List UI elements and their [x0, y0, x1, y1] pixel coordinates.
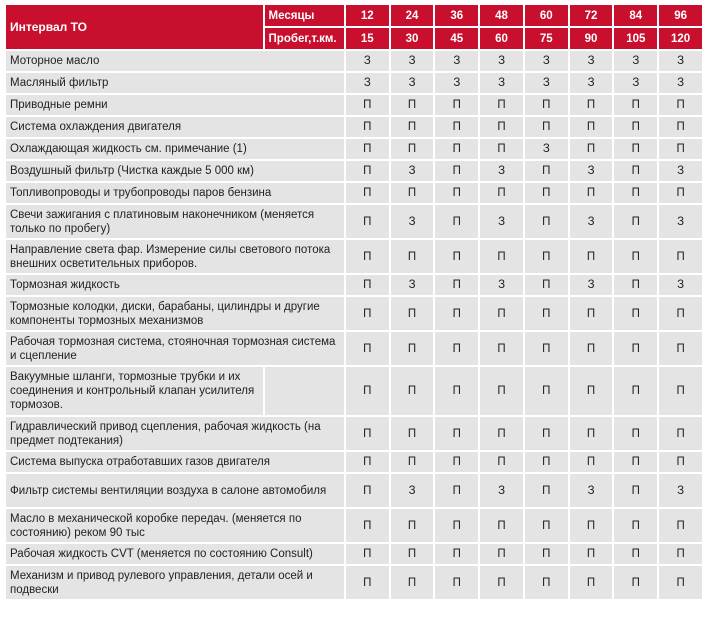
- table-row: [6, 332, 702, 365]
- row-value-cell: З: [570, 205, 613, 238]
- row-value-cell: П: [570, 509, 613, 542]
- row-value-cell: П: [480, 240, 523, 273]
- row-value-cell: З: [480, 161, 523, 181]
- row-value-cell: П: [435, 566, 478, 599]
- row-value-cell: П: [570, 566, 613, 599]
- maintenance-schedule-table: [4, 3, 704, 601]
- row-value-cell: П: [659, 332, 702, 365]
- row-value-cell: П: [659, 139, 702, 159]
- row-value-cell: П: [480, 417, 523, 450]
- row-value-cell: П: [435, 544, 478, 564]
- row-value-cell: П: [614, 332, 657, 365]
- row-value-cell: З: [525, 73, 568, 93]
- row-value-cell: П: [614, 161, 657, 181]
- row-value-cell: П: [614, 183, 657, 203]
- row-value-cell: П: [391, 139, 434, 159]
- row-label-spacer: [265, 367, 344, 415]
- row-value-cell: З: [391, 73, 434, 93]
- row-value-cell: П: [525, 297, 568, 330]
- row-value-cell: З: [659, 205, 702, 238]
- row-label: Воздушный фильтр (Чистка каждые 5 000 км): [6, 161, 344, 181]
- row-value-cell: П: [659, 566, 702, 599]
- row-value-cell: П: [659, 544, 702, 564]
- row-value-cell: П: [435, 117, 478, 137]
- row-value-cell: П: [614, 139, 657, 159]
- row-label: Система выпуска отработавших газов двигателя: [6, 452, 344, 472]
- row-label: Гидравлический привод сцепления, рабочая жидкость (на предмет подтекания): [6, 417, 344, 450]
- row-value-cell: П: [614, 452, 657, 472]
- row-value-cell: П: [346, 566, 389, 599]
- row-value-cell: З: [659, 474, 702, 507]
- row-label: Рабочая тормозная система, стояночная тормозная система и сцепление: [6, 332, 344, 365]
- header-mileage: 75: [525, 28, 568, 49]
- row-value-cell: З: [525, 139, 568, 159]
- row-value-cell: П: [391, 183, 434, 203]
- header-mileage: 120: [659, 28, 702, 49]
- row-value-cell: П: [391, 95, 434, 115]
- row-value-cell: П: [435, 452, 478, 472]
- header-month: 12: [346, 5, 389, 26]
- row-value-cell: З: [391, 51, 434, 71]
- row-label: Вакуумные шланги, тормозные трубки и их соединения и контрольный клапан усилителя тормозов.: [6, 367, 263, 415]
- row-value-cell: П: [480, 297, 523, 330]
- row-value-cell: П: [614, 509, 657, 542]
- row-value-cell: П: [346, 95, 389, 115]
- row-value-cell: П: [525, 183, 568, 203]
- header-row-months: [6, 5, 702, 26]
- row-value-cell: П: [435, 474, 478, 507]
- header-month: 96: [659, 5, 702, 26]
- table-row: [6, 161, 702, 181]
- row-value-cell: П: [659, 117, 702, 137]
- row-value-cell: П: [391, 240, 434, 273]
- row-value-cell: П: [525, 544, 568, 564]
- row-value-cell: П: [570, 367, 613, 415]
- row-value-cell: П: [570, 452, 613, 472]
- row-value-cell: П: [435, 183, 478, 203]
- table-row: [6, 474, 702, 507]
- row-value-cell: П: [346, 544, 389, 564]
- row-value-cell: П: [570, 95, 613, 115]
- row-value-cell: З: [391, 161, 434, 181]
- row-value-cell: П: [570, 183, 613, 203]
- row-label: Направление света фар. Измерение силы светового потока внешних осветительных приборов.: [6, 240, 344, 273]
- table-row: [6, 452, 702, 472]
- row-value-cell: З: [570, 474, 613, 507]
- row-value-cell: П: [391, 566, 434, 599]
- row-value-cell: П: [346, 367, 389, 415]
- row-value-cell: П: [346, 275, 389, 295]
- row-value-cell: П: [480, 95, 523, 115]
- row-value-cell: З: [659, 161, 702, 181]
- row-label: Топливопроводы и трубопроводы паров бензина: [6, 183, 344, 203]
- row-value-cell: П: [525, 452, 568, 472]
- row-value-cell: П: [480, 139, 523, 159]
- row-value-cell: П: [614, 474, 657, 507]
- row-value-cell: П: [659, 367, 702, 415]
- header-title: Интервал ТО: [6, 5, 263, 49]
- row-label: Фильтр системы вентиляции воздуха в салоне автомобиля: [6, 474, 344, 507]
- row-value-cell: П: [525, 566, 568, 599]
- row-value-cell: П: [525, 474, 568, 507]
- row-value-cell: П: [614, 240, 657, 273]
- row-value-cell: З: [480, 275, 523, 295]
- row-value-cell: З: [614, 51, 657, 71]
- row-value-cell: З: [391, 474, 434, 507]
- row-label: Тормозная жидкость: [6, 275, 344, 295]
- row-value-cell: П: [525, 367, 568, 415]
- row-value-cell: П: [391, 367, 434, 415]
- table-row: [6, 73, 702, 93]
- header-months-label: Месяцы: [265, 5, 344, 26]
- table-row: [6, 139, 702, 159]
- row-value-cell: П: [480, 452, 523, 472]
- row-value-cell: П: [346, 205, 389, 238]
- row-value-cell: П: [435, 417, 478, 450]
- header-month: 24: [391, 5, 434, 26]
- row-value-cell: П: [435, 205, 478, 238]
- header-mileage: 60: [480, 28, 523, 49]
- table-row: [6, 117, 702, 137]
- table-row: [6, 509, 702, 542]
- row-value-cell: П: [525, 332, 568, 365]
- row-value-cell: П: [346, 161, 389, 181]
- row-value-cell: П: [346, 452, 389, 472]
- row-value-cell: П: [346, 240, 389, 273]
- row-label: Свечи зажигания с платиновым наконечником (меняется только по пробегу): [6, 205, 344, 238]
- row-value-cell: П: [346, 417, 389, 450]
- row-value-cell: З: [346, 73, 389, 93]
- row-label: Рабочая жидкость CVT (меняется по состоянию Consult): [6, 544, 344, 564]
- header-mileage: 90: [570, 28, 613, 49]
- row-value-cell: П: [525, 275, 568, 295]
- table-row: [6, 417, 702, 450]
- row-value-cell: П: [435, 367, 478, 415]
- row-value-cell: П: [480, 367, 523, 415]
- row-value-cell: П: [570, 117, 613, 137]
- row-value-cell: П: [435, 95, 478, 115]
- row-value-cell: П: [570, 297, 613, 330]
- row-value-cell: П: [346, 183, 389, 203]
- table-row: [6, 240, 702, 273]
- row-value-cell: З: [480, 205, 523, 238]
- row-value-cell: П: [346, 474, 389, 507]
- table-row: [6, 205, 702, 238]
- row-value-cell: П: [570, 417, 613, 450]
- row-value-cell: П: [346, 139, 389, 159]
- row-value-cell: З: [570, 73, 613, 93]
- row-value-cell: П: [614, 566, 657, 599]
- row-value-cell: П: [659, 509, 702, 542]
- header-month: 36: [435, 5, 478, 26]
- table-row: [6, 566, 702, 599]
- row-value-cell: П: [480, 509, 523, 542]
- row-value-cell: П: [570, 240, 613, 273]
- table-row: [6, 544, 702, 564]
- row-value-cell: З: [391, 275, 434, 295]
- row-value-cell: П: [435, 509, 478, 542]
- row-value-cell: З: [659, 275, 702, 295]
- row-value-cell: П: [435, 161, 478, 181]
- row-label: Приводные ремни: [6, 95, 344, 115]
- row-value-cell: П: [525, 240, 568, 273]
- row-value-cell: П: [435, 240, 478, 273]
- row-value-cell: П: [570, 544, 613, 564]
- table-row: [6, 95, 702, 115]
- row-value-cell: П: [480, 332, 523, 365]
- table-row: [6, 51, 702, 71]
- row-value-cell: З: [614, 73, 657, 93]
- header-mileage: 45: [435, 28, 478, 49]
- row-label: Масло в механической коробке передач. (меняется по состоянию) реком 90 тыс: [6, 509, 344, 542]
- row-value-cell: П: [570, 139, 613, 159]
- row-value-cell: П: [435, 275, 478, 295]
- row-value-cell: З: [570, 161, 613, 181]
- row-value-cell: П: [391, 332, 434, 365]
- row-label: Охлаждающая жидкость см. примечание (1): [6, 139, 344, 159]
- row-value-cell: П: [391, 452, 434, 472]
- row-value-cell: П: [614, 367, 657, 415]
- row-value-cell: П: [614, 275, 657, 295]
- row-value-cell: П: [659, 183, 702, 203]
- row-value-cell: П: [614, 544, 657, 564]
- row-value-cell: П: [346, 117, 389, 137]
- row-value-cell: З: [659, 51, 702, 71]
- row-value-cell: З: [435, 51, 478, 71]
- row-value-cell: П: [614, 117, 657, 137]
- header-month: 48: [480, 5, 523, 26]
- row-value-cell: П: [391, 544, 434, 564]
- row-value-cell: З: [525, 51, 568, 71]
- row-value-cell: П: [435, 332, 478, 365]
- row-value-cell: З: [659, 73, 702, 93]
- row-value-cell: П: [525, 417, 568, 450]
- row-value-cell: П: [614, 417, 657, 450]
- row-value-cell: П: [614, 297, 657, 330]
- row-value-cell: П: [391, 417, 434, 450]
- row-value-cell: П: [570, 332, 613, 365]
- row-value-cell: П: [435, 297, 478, 330]
- row-value-cell: З: [391, 205, 434, 238]
- row-value-cell: П: [659, 297, 702, 330]
- row-value-cell: П: [391, 509, 434, 542]
- row-value-cell: П: [525, 117, 568, 137]
- row-value-cell: З: [570, 51, 613, 71]
- row-value-cell: П: [480, 117, 523, 137]
- table-row: [6, 183, 702, 203]
- row-value-cell: З: [480, 51, 523, 71]
- row-value-cell: П: [435, 139, 478, 159]
- row-value-cell: П: [480, 544, 523, 564]
- row-value-cell: П: [525, 509, 568, 542]
- row-label: Механизм и привод рулевого управления, детали осей и подвески: [6, 566, 344, 599]
- row-value-cell: П: [346, 332, 389, 365]
- header-mileage-label: Пробег,т.км.: [265, 28, 344, 49]
- header-mileage: 105: [614, 28, 657, 49]
- table-row: [6, 275, 702, 295]
- row-label: Моторное масло: [6, 51, 344, 71]
- row-value-cell: П: [346, 297, 389, 330]
- row-value-cell: З: [480, 73, 523, 93]
- header-mileage: 15: [346, 28, 389, 49]
- row-label: Тормозные колодки, диски, барабаны, цилиндры и другие компоненты тормозных механизмов: [6, 297, 344, 330]
- header-mileage: 30: [391, 28, 434, 49]
- row-value-cell: П: [614, 205, 657, 238]
- row-value-cell: П: [659, 95, 702, 115]
- table-row: [6, 297, 702, 330]
- row-value-cell: П: [525, 161, 568, 181]
- table-row: [6, 367, 702, 415]
- row-value-cell: П: [480, 183, 523, 203]
- row-value-cell: П: [659, 452, 702, 472]
- row-label: Система охлаждения двигателя: [6, 117, 344, 137]
- row-value-cell: З: [570, 275, 613, 295]
- header-month: 60: [525, 5, 568, 26]
- row-value-cell: П: [525, 95, 568, 115]
- row-value-cell: П: [391, 117, 434, 137]
- row-value-cell: П: [480, 566, 523, 599]
- row-value-cell: П: [346, 509, 389, 542]
- row-value-cell: П: [614, 95, 657, 115]
- row-value-cell: П: [659, 417, 702, 450]
- header-month: 84: [614, 5, 657, 26]
- header-month: 72: [570, 5, 613, 26]
- row-label: Масляный фильтр: [6, 73, 344, 93]
- row-value-cell: З: [346, 51, 389, 71]
- row-value-cell: П: [525, 205, 568, 238]
- row-value-cell: З: [435, 73, 478, 93]
- row-value-cell: П: [391, 297, 434, 330]
- row-value-cell: П: [659, 240, 702, 273]
- table-body: [6, 5, 702, 599]
- row-value-cell: З: [480, 474, 523, 507]
